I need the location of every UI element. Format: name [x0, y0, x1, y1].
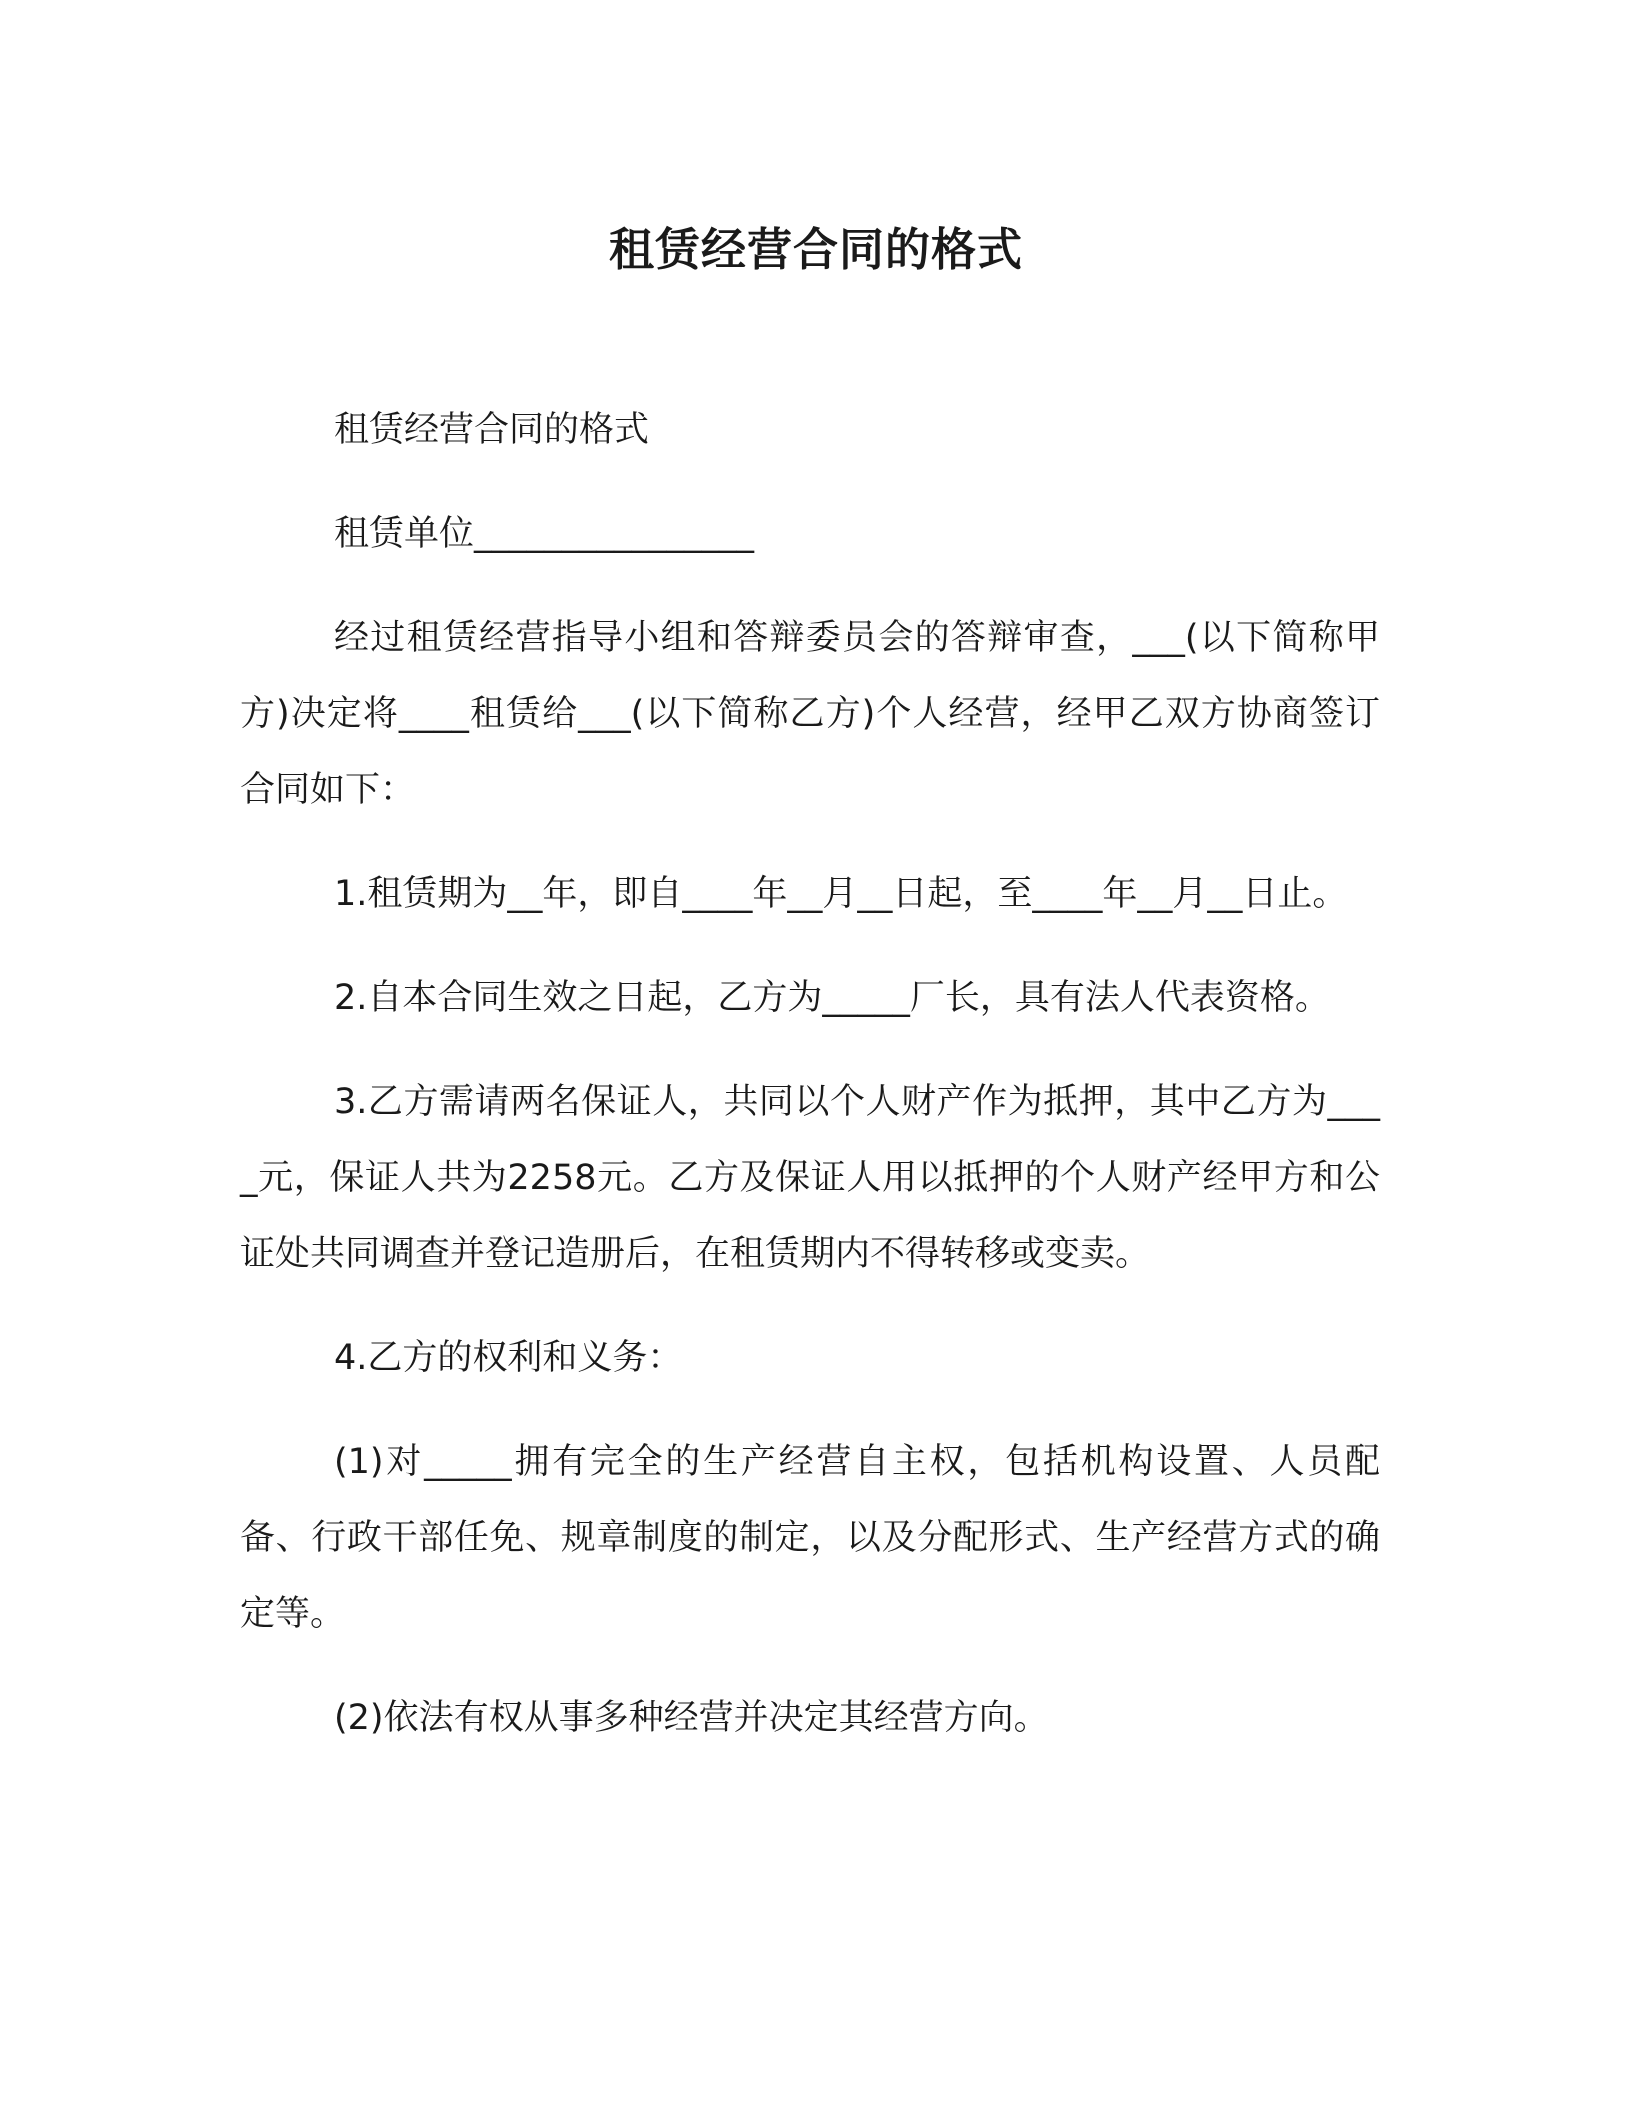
paragraph-lessor-unit: 租赁单位________________ [334, 514, 755, 554]
paragraph-clause-1: 1.租赁期为__年，即自____年__月__日起，至____年__月__日止。 [334, 874, 1348, 914]
paragraph-subtitle: 租赁经营合同的格式 [334, 410, 650, 450]
paragraph-clause-4-2: (2)依法有权从事多种经营并决定其经营方向。 [334, 1698, 1049, 1738]
paragraph-clause-4: 4.乙方的权利和义务： [334, 1338, 683, 1378]
paragraph-preamble: 经过租赁经营指导小组和答辩委员会的答辩审查，___(以下简称甲方)决定将____租赁给___(以下简称乙方)个人经营，经甲乙双方协商签订合同如下： [240, 618, 1380, 810]
paragraph-clause-3: 3.乙方需请两名保证人，共同以个人财产作为抵押，其中乙方为____元，保证人共为2258元。乙方及保证人用以抵押的个人财产经甲方和公证处共同调查并登记造册后，在租赁期内不得转移或变卖。 [240, 1082, 1380, 1274]
document-body [240, 392, 1380, 1756]
paragraph-clause-2: 2.自本合同生效之日起，乙方为_____厂长，具有法人代表资格。 [334, 978, 1330, 1018]
document-title: 租赁经营合同的格式 [608, 223, 1023, 276]
paragraph-clause-4-1: (1)对_____拥有完全的生产经营自主权，包括机构设置、人员配备、行政干部任免、规章制度的制定，以及分配形式、生产经营方式的确定等。 [240, 1442, 1380, 1634]
